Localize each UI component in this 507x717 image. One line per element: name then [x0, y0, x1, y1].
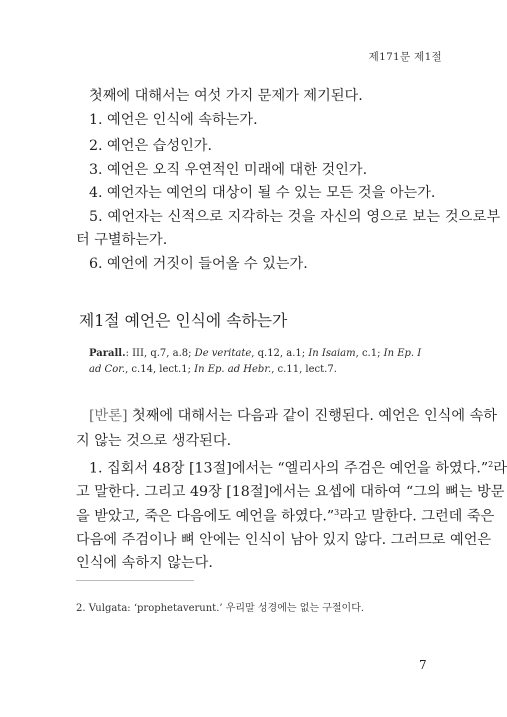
ref-title: In Ep. I ad Cor.: [89, 348, 422, 375]
question-item-1: 1. 예언은 인식에 속하는가.: [89, 112, 258, 128]
question-item-6: 6. 예언에 거짓이 들어올 수 있는가.: [89, 256, 308, 272]
objection-line-2: 지 않는 것으로 생각된다.: [76, 433, 232, 449]
running-header: 제171문 제1절: [368, 51, 442, 63]
objection-label: [반론]: [89, 408, 128, 424]
question-item-5: 5. 예언자는 신적으로 지각하는 것을 자신의 영으로 보는 것으로부: [89, 209, 501, 225]
intro-sentence: 첫째에 대해서는 여섯 가지 문제가 제기된다.: [89, 88, 363, 104]
page-number: 7: [419, 658, 427, 672]
parallel-references: Parall.: III, q.7, a.8; De veritate, q.12, a.1; In Isaiam, c.1; In Ep. I ad Cor., c.14, lect.1; In Ep. ad Hebr., c.11, lect.7.: [89, 348, 422, 375]
objection-line-6: 다음에 주검이나 뼈 안에는 인식이 남아 있지 않다. 그러므로 예언은: [76, 532, 492, 548]
objection-line-3: 1. 집회서 48장 [13절]에서는 “엘리사의 주검은 예언을 하였다.”$^2$라: [89, 460, 507, 477]
question-item-3: 3. 예언은 오직 우연적인 미래에 대한 것인가.: [89, 162, 368, 178]
article-title: 제1절 예언은 인식에 속하는가: [79, 311, 288, 330]
question-item-4: 4. 예언자는 예언의 대상이 될 수 있는 모든 것을 아는가.: [89, 185, 436, 201]
footnote: 2. Vulgata: ‘prophetaverunt.’ 우리말 성경에는 없는 구절이다.: [76, 603, 365, 614]
parallel-label: Parall.: [89, 348, 126, 359]
objection-line-4: 고 말한다. 그리고 49장 [18절]에서는 요셉에 대하여 “그의 뼈는 방문: [76, 484, 505, 500]
ref-title: De veritate: [194, 348, 252, 359]
objection-line-7: 인식에 속하지 않는다.: [76, 555, 213, 571]
ref-title: In Ep. ad Hebr.: [194, 364, 272, 375]
footnote-divider: [76, 580, 194, 581]
objection-line-5: 을 받았고, 죽은 다음에도 예언을 하였다.”$^3$라고 말한다. 그런데 죽은: [76, 508, 495, 525]
ref-title: In Isaiam: [308, 348, 356, 359]
question-item-2: 2. 예언은 습성인가.: [89, 138, 213, 154]
footnote-marker[interactable]: 3: [334, 508, 340, 517]
footnote-marker[interactable]: 2: [488, 460, 494, 469]
question-item-5-continued: 터 구별하는가.: [76, 232, 168, 248]
objection-line-1: [반론] 첫째에 대해서는 다음과 같이 진행된다. 예언은 인식에 속하: [89, 408, 497, 424]
